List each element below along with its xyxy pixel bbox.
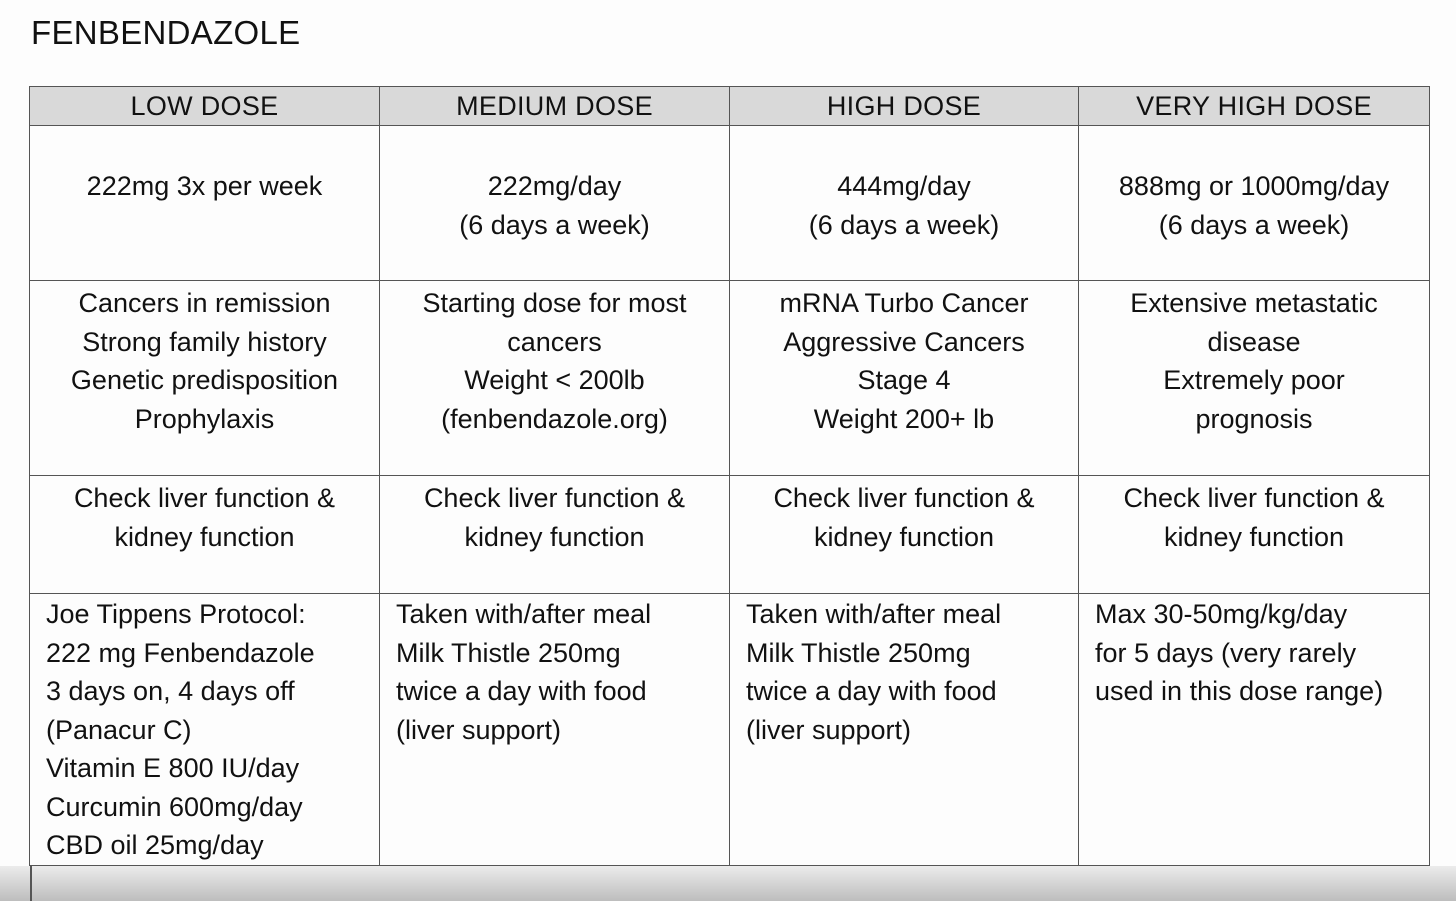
cell-line: 444mg/day	[837, 171, 971, 201]
dose-cell-very-high	[1079, 126, 1430, 281]
header-very-high-dose: VERY HIGH DOSE	[1079, 87, 1430, 126]
header-medium-dose: MEDIUM DOSE	[380, 87, 730, 126]
cell-line: kidney function	[464, 521, 645, 552]
indication-row	[30, 281, 1430, 476]
cell-line: mRNA Turbo Cancer	[779, 288, 1029, 318]
page-bottom-edge	[0, 866, 1456, 901]
cell-line: Check liver function &	[773, 483, 1035, 513]
dose-row	[30, 126, 1430, 281]
cell-line: kidney function	[813, 521, 995, 552]
cell-line: (liver support)	[396, 714, 562, 745]
dose-cell-low	[30, 126, 380, 281]
cell-line: Check liver function &	[73, 483, 336, 513]
notes-row	[30, 594, 1430, 866]
monitoring-cell-medium	[380, 476, 730, 594]
cell-line: 222mg/day	[487, 171, 622, 201]
header-row	[30, 87, 1430, 126]
cell-line: twice a day with food	[746, 676, 997, 706]
indication-cell-low	[30, 281, 380, 476]
cell-line: Milk Thistle 250mg	[746, 637, 971, 668]
cell-line: Strong family history	[82, 326, 327, 357]
cell-line: Aggressive Cancers	[783, 326, 1025, 357]
document-title: FENBENDAZOLE	[31, 14, 301, 51]
cell-line: Check liver function &	[1123, 483, 1385, 513]
indication-cell-high	[730, 281, 1079, 476]
cell-line: Taken with/after meal	[396, 599, 652, 629]
cell-line: disease	[1207, 326, 1301, 357]
cell-line: 222 mg Fenbendazole	[46, 637, 315, 668]
cell-line: (Panacur C)	[46, 714, 192, 745]
monitoring-cell-very-high	[1079, 476, 1430, 594]
indication-cell-medium	[380, 281, 730, 476]
cell-line: kidney function	[114, 521, 295, 552]
cell-line: Max 30-50mg/kg/day	[1095, 599, 1348, 629]
cell-line: Cancers in remission	[78, 288, 331, 318]
notes-cell-low	[30, 594, 380, 866]
cell-line: prognosis	[1195, 403, 1313, 434]
cell-line: 3 days on, 4 days off	[46, 676, 295, 706]
cell-line: Curcumin 600mg/day	[46, 791, 303, 822]
monitoring-cell-low	[30, 476, 380, 594]
cell-line: Milk Thistle 250mg	[396, 637, 621, 668]
cell-line: used in this dose range)	[1095, 676, 1384, 706]
cell-line: (6 days a week)	[808, 209, 1000, 240]
notes-cell-medium	[380, 594, 730, 866]
cell-line: cancers	[507, 326, 602, 357]
notes-cell-very-high	[1079, 594, 1430, 866]
cell-line: kidney function	[1163, 521, 1345, 552]
page-bottom-divider	[30, 866, 32, 901]
monitoring-cell-high	[730, 476, 1079, 594]
cell-line: Extremely poor	[1163, 365, 1345, 395]
cell-line: Weight 200+ lb	[813, 403, 995, 434]
monitoring-row	[30, 476, 1430, 594]
indication-cell-very-high	[1079, 281, 1430, 476]
cell-line: Check liver function &	[423, 483, 686, 513]
dose-cell-medium	[380, 126, 730, 281]
dose-table	[29, 86, 1430, 866]
cell-line: 222mg 3x per week	[86, 171, 323, 201]
cell-line: Extensive metastatic	[1130, 288, 1378, 318]
cell-line: Prophylaxis	[134, 403, 275, 434]
cell-line: Taken with/after meal	[746, 599, 1002, 629]
cell-line: Weight < 200lb	[464, 365, 645, 395]
cell-line: 888mg or 1000mg/day	[1118, 171, 1390, 201]
cell-line: Stage 4	[857, 365, 951, 395]
cell-line: Starting dose for most	[422, 288, 687, 318]
cell-line: (liver support)	[746, 714, 912, 745]
notes-cell-high	[730, 594, 1079, 866]
cell-line: (fenbendazole.org)	[441, 403, 668, 434]
cell-line: twice a day with food	[396, 676, 647, 706]
header-low-dose: LOW DOSE	[30, 87, 380, 126]
cell-line: Vitamin E 800 IU/day	[46, 753, 300, 783]
cell-line: Genetic predisposition	[70, 365, 339, 395]
cell-line: for 5 days (very rarely	[1095, 637, 1357, 668]
cell-line: (6 days a week)	[1158, 209, 1350, 240]
header-high-dose: HIGH DOSE	[730, 87, 1079, 126]
cell-line: Joe Tippens Protocol:	[46, 599, 306, 629]
dose-cell-high	[730, 126, 1079, 281]
cell-line: (6 days a week)	[459, 209, 650, 240]
cell-line: CBD oil 25mg/day	[46, 830, 264, 860]
